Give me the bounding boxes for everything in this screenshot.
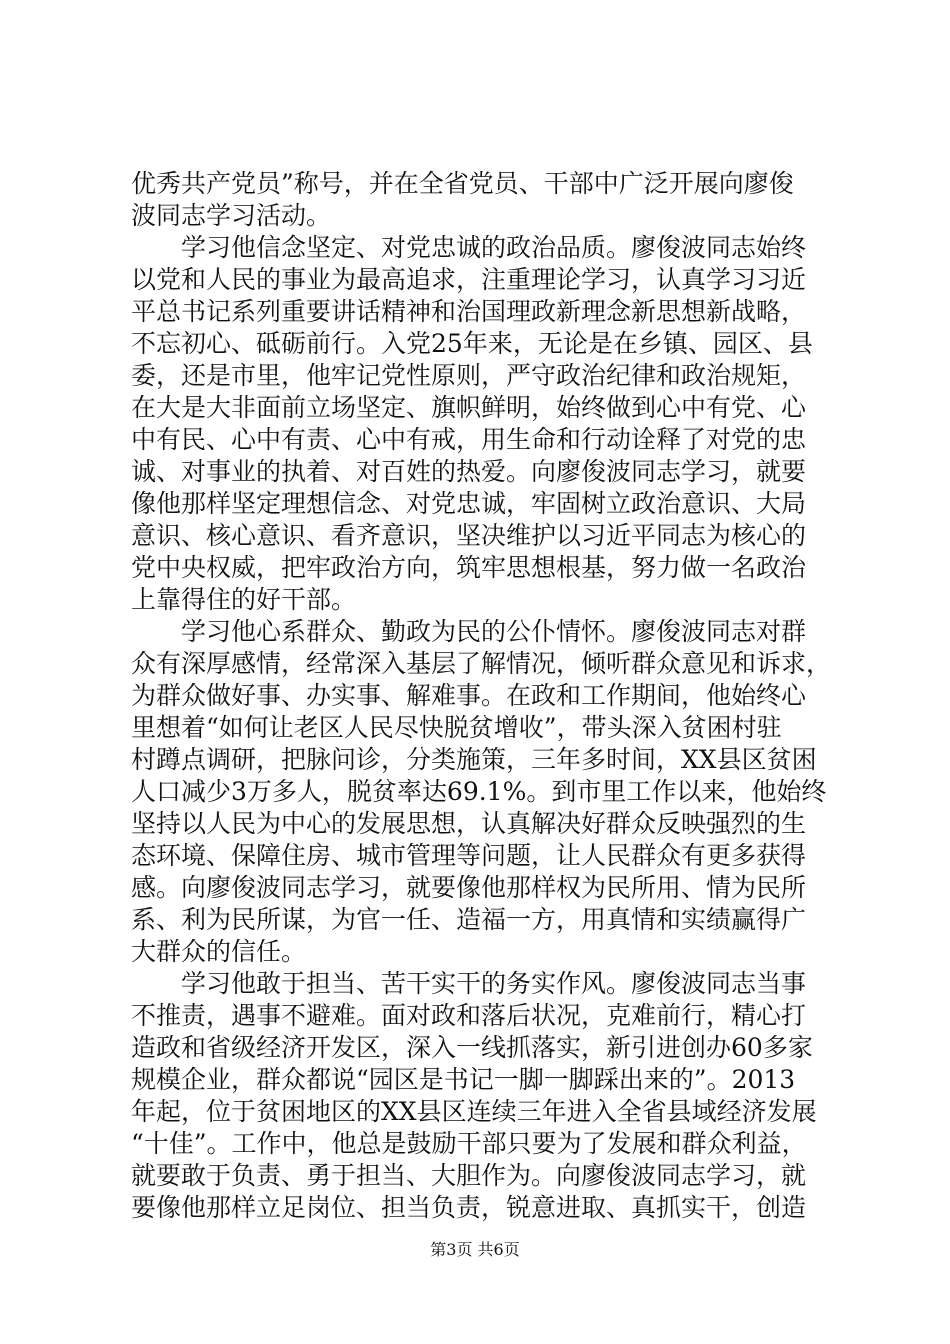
text-line: 规模企业，群众都说“园区是书记一脚一脚踩出来的”。2013 [131, 1065, 796, 1094]
text-line: 波同志学习活动。 [131, 201, 332, 230]
text-line: 以党和人民的事业为最高追求，注重理论学习，认真学习习近 [131, 265, 807, 294]
text-line: 坚持以人民为中心的发展思想，认真解决好群众反映强烈的生 [131, 809, 807, 838]
text-line: 委，还是市里，他牢记党性原则，严守政治纪律和政治规矩， [131, 361, 807, 390]
page-number-footer: 第3页 共6页 [430, 1240, 520, 1259]
text-line: 态环境、保障住房、城市管理等问题，让人民群众有更多获得 [131, 841, 807, 870]
text-line: 党中央权威，把牢政治方向，筑牢思想根基，努力做一名政治 [131, 553, 807, 582]
text-line: 优秀共产党员”称号，并在全省党员、干部中广泛开展向廖俊 [131, 169, 794, 198]
text-line: 中有民、心中有责、心中有戒，用生命和行动诠释了对党的忠 [131, 425, 807, 454]
text-line: 在大是大非面前立场坚定、旗帜鲜明，始终做到心中有党、心 [131, 393, 807, 422]
text-line: 意识、核心意识、看齐意识，坚决维护以习近平同志为核心的 [131, 521, 807, 550]
text-line: 学习他心系群众、勤政为民的公仆情怀。廖俊波同志对群 [131, 617, 807, 646]
text-line: 不忘初心、砥砺前行。入党25年来，无论是在乡镇、园区、县 [131, 329, 813, 358]
text-line: 感。向廖俊波同志学习，就要像他那样权为民所用、情为民所 [131, 873, 807, 902]
text-line: 人口减少3万多人，脱贫率达69.1%。到市里工作以来，他始终 [131, 777, 827, 806]
text-line: 不推责，遇事不避难。面对政和落后状况，克难前行，精心打 [131, 1001, 807, 1030]
body-text [131, 168, 831, 1224]
text-line: 学习他敢于担当、苦干实干的务实作风。廖俊波同志当事 [131, 969, 807, 998]
text-line: 平总书记系列重要讲话精神和治国理政新理念新思想新战略， [131, 297, 807, 326]
text-line: 就要敢于负责、勇于担当、大胆作为。向廖俊波同志学习，就 [131, 1161, 807, 1190]
text-line: 为群众做好事、办实事、解难事。在政和工作期间，他始终心 [131, 681, 807, 710]
text-line: “十佳”。工作中，他总是鼓励干部只要为了发展和群众利益， [131, 1129, 807, 1158]
text-line: 里想着“如何让老区人民尽快脱贫增收”，带头深入贫困村驻 [131, 713, 782, 742]
text-line: 众有深厚感情，经常深入基层了解情况，倾听群众意见和诉求， [131, 649, 831, 678]
text-line: 上靠得住的好干部。 [131, 585, 357, 614]
text-line: 大群众的信任。 [131, 937, 307, 966]
text-line: 系、利为民所谋，为官一任、造福一方，用真情和实绩赢得广 [131, 905, 807, 934]
text-line: 造政和省级经济开发区，深入一线抓落实，新引进创办60多家 [131, 1033, 813, 1062]
text-line: 村蹲点调研，把脉问诊，分类施策，三年多时间，XX县区贫困 [131, 745, 817, 774]
text-line: 年起，位于贫困地区的XX县区连续三年进入全省县域经济发展 [131, 1097, 817, 1126]
text-line: 学习他信念坚定、对党忠诚的政治品质。廖俊波同志始终 [131, 233, 807, 262]
text-line: 像他那样坚定理想信念、对党忠诚，牢固树立政治意识、大局 [131, 489, 807, 518]
text-line: 要像他那样立足岗位、担当负责，锐意进取、真抓实干，创造 [131, 1193, 807, 1222]
text-line: 诚、对事业的执着、对百姓的热爱。向廖俊波同志学习，就要 [131, 457, 807, 486]
